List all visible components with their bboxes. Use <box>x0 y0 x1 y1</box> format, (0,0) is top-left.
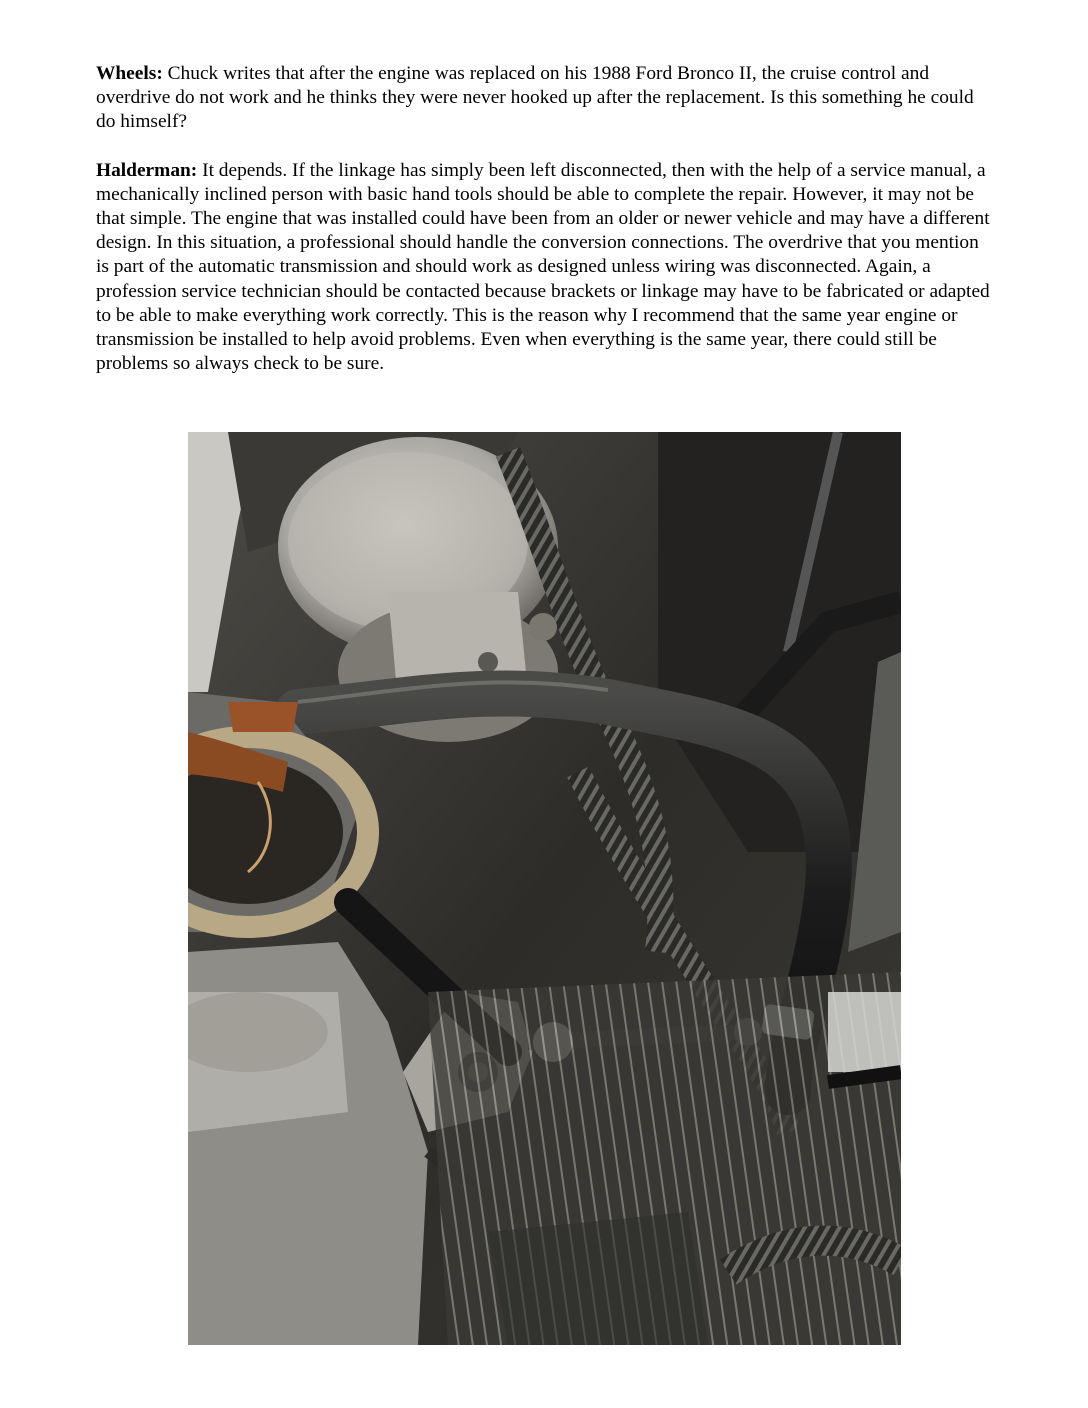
speaker-halderman: Halderman: <box>96 159 198 181</box>
speaker-wheels: Wheels: <box>96 63 163 84</box>
answer-text: It depends. If the linkage has simply been left disconnected, then with the help of a service manual, a mechanically inclined person with basic hand tools should be able to complete the repair. However, it may not be that simple. The engine that was installed could have been from an older or newer vehicle and may have a different design. In this situation, a professional should handle the conversion connections. The overdrive that you mention is part of the automatic transmission and should work as designed unless wiring was disconnected. Again, a profession service technician should be contacted because brackets or linkage may have to be fabricated or adapted to be able to make everything work correctly. This is the reason why I recommend that the same year engine or transmission be installed to help avoid problems. Even when everything is the same year, there could still be problems so always check to be sure. <box>96 159 990 375</box>
article-text <box>96 62 996 376</box>
question-text: Chuck writes that after the engine was replaced on his 1988 Ford Bronco II, the cruise control and overdrive do not work and he thinks they were never hooked up after the replacement. Is this something he could do himself? <box>96 63 974 133</box>
engine-bay-photo <box>188 432 901 1345</box>
engine-bay-illustration <box>188 432 901 1345</box>
question-paragraph <box>96 62 996 135</box>
answer-paragraph <box>96 159 996 377</box>
